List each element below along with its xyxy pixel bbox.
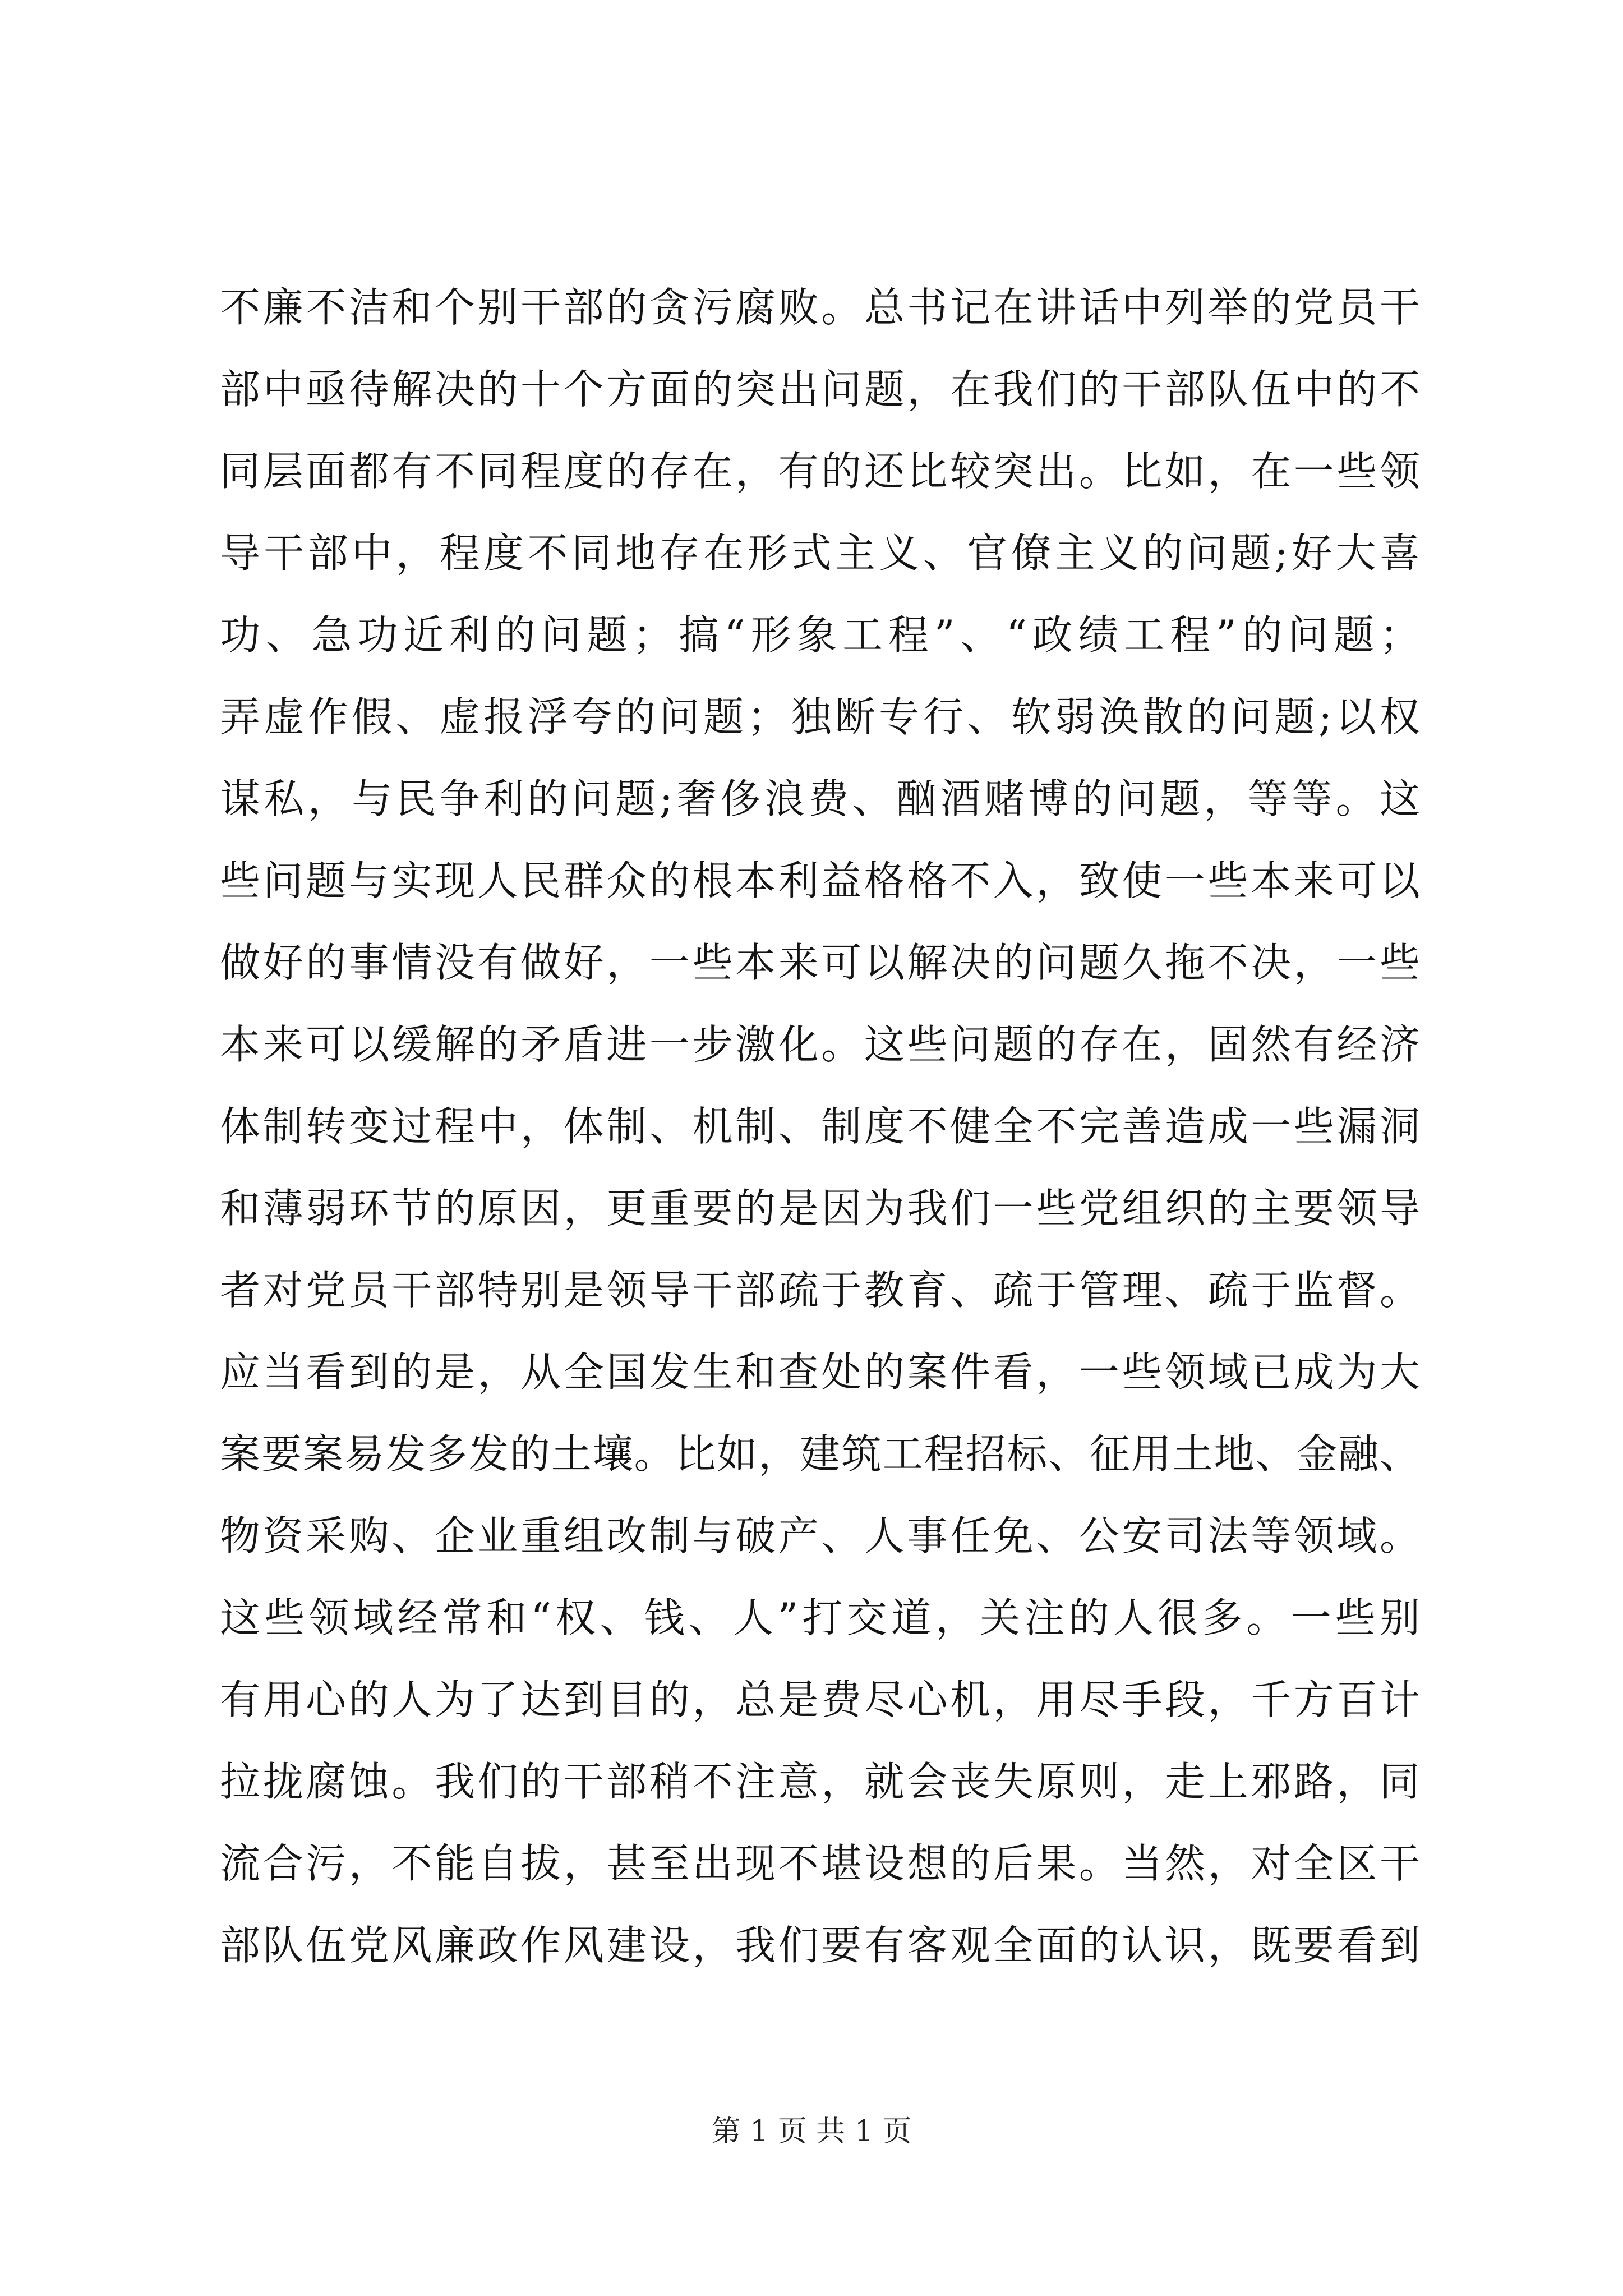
text-line: 流合污，不能自拔，甚至出现不堪设想的后果。当然，对全区干 [220,1840,1420,1887]
text-line: 谋私，与民争利的问题;奢侈浪费、酗酒赌博的问题，等等。这 [220,775,1420,822]
body-text [220,266,1420,1986]
text-line: 导干部中，程度不同地存在形式主义、官僚主义的问题;好大喜 [220,530,1420,577]
text-line: 有用心的人为了达到目的，总是费尽心机，用尽手段，千方百计 [220,1676,1420,1723]
text-line: 和薄弱环节的原因，更重要的是因为我们一些党组织的主要领导 [220,1185,1420,1232]
text-line: 做好的事情没有做好，一些本来可以解决的问题久拖不决，一些 [220,939,1420,986]
text-line: 体制转变过程中，体制、机制、制度不健全不完善造成一些漏洞 [220,1103,1420,1150]
page-number: 第 1 页 共 1 页 [711,2115,912,2148]
text-line: 部队伍党风廉政作风建设，我们要有客观全面的认识，既要看到 [220,1922,1420,1969]
text-line: 这些领域经常和“权、钱、人”打交道，关注的人很多。一些别 [220,1594,1420,1641]
text-line: 应当看到的是，从全国发生和查处的案件看，一些领域已成为大 [220,1349,1420,1396]
text-line: 部中亟待解决的十个方面的突出问题，在我们的干部队伍中的不 [220,366,1420,413]
text-line: 者对党员干部特别是领导干部疏于教育、疏于管理、疏于监督。 [220,1267,1420,1314]
page-footer [0,2109,1623,2154]
text-line: 弄虚作假、虚报浮夸的问题；独断专行、软弱涣散的问题;以权 [220,693,1420,740]
text-line: 不廉不洁和个别干部的贪污腐败。总书记在讲话中列举的党员干 [220,284,1420,331]
text-line: 案要案易发多发的土壤。比如，建筑工程招标、征用土地、金融、 [220,1430,1420,1478]
text-line: 本来可以缓解的矛盾进一步激化。这些问题的存在，固然有经济 [220,1021,1420,1068]
text-line: 些问题与实现人民群众的根本利益格格不入，致使一些本来可以 [220,857,1420,904]
text-line: 拉拢腐蚀。我们的干部稍不注意，就会丧失原则，走上邪路，同 [220,1758,1420,1805]
text-line: 功、急功近利的问题；搞“形象工程”、“政绩工程”的问题； [220,611,1420,659]
text-line: 物资采购、企业重组改制与破产、人事任免、公安司法等领域。 [220,1512,1420,1559]
text-line: 同层面都有不同程度的存在，有的还比较突出。比如，在一些领 [220,448,1420,495]
